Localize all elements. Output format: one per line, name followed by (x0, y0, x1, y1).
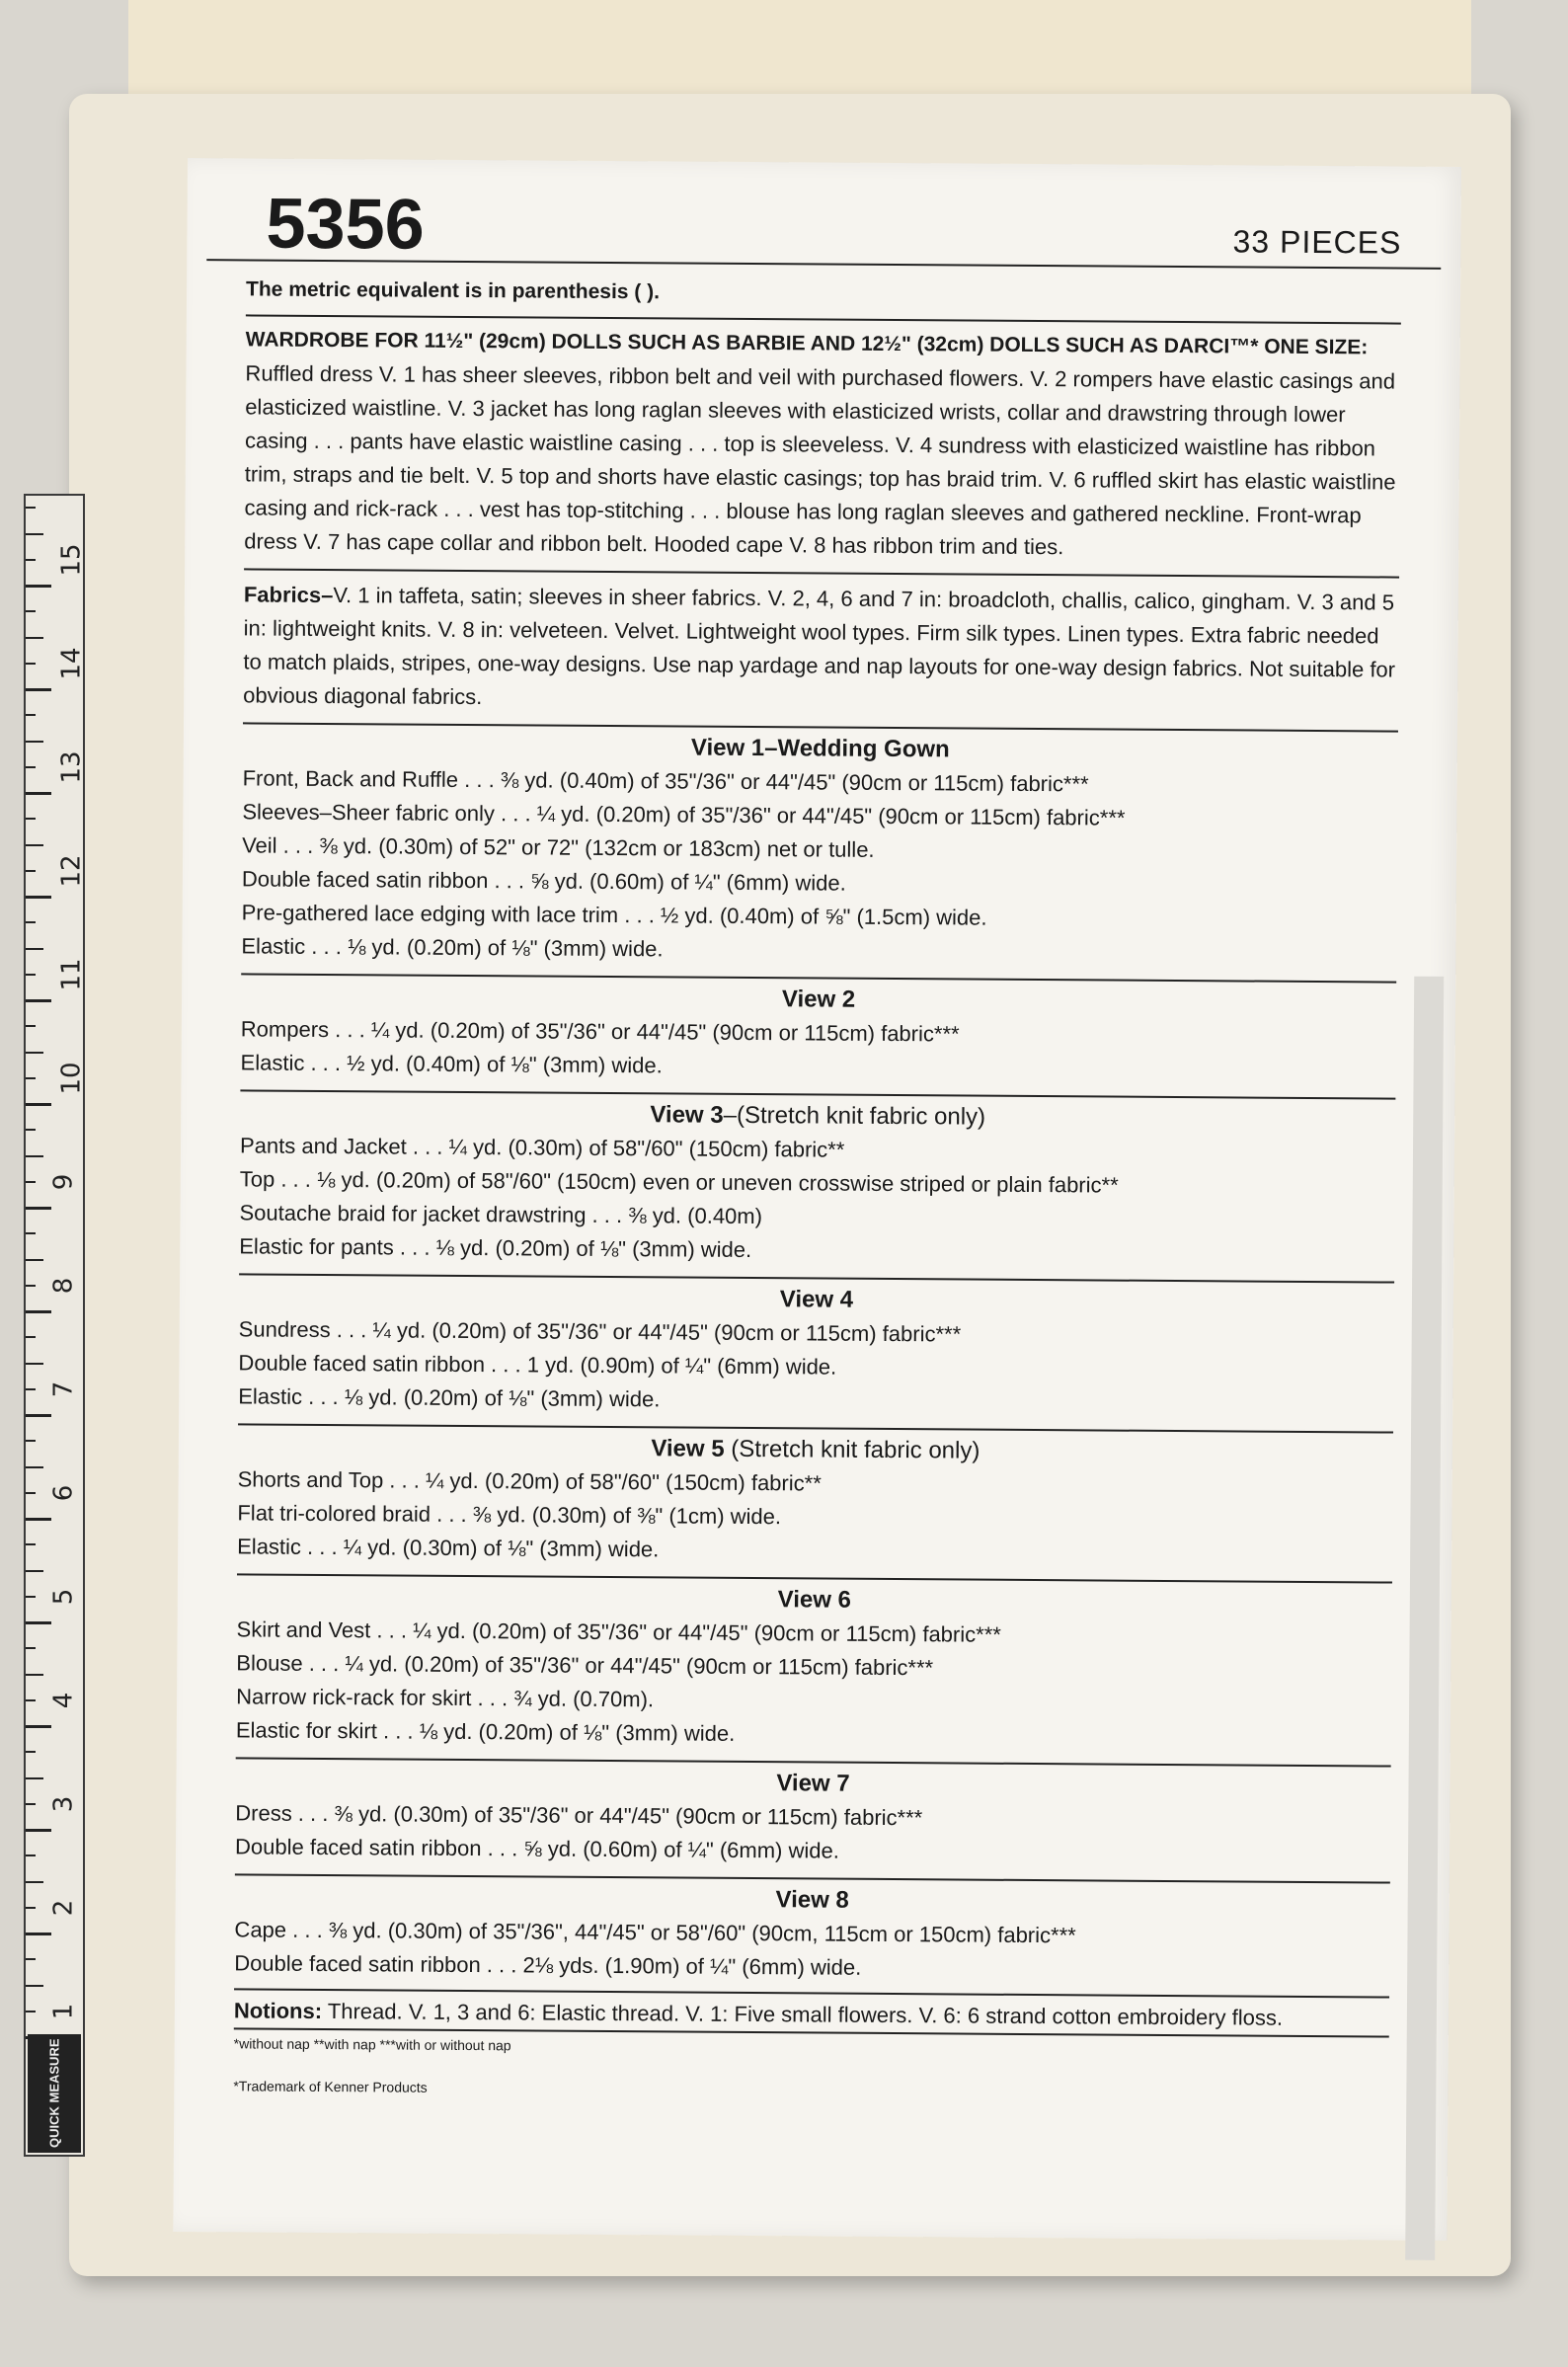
ruler-minor-tick (26, 1751, 36, 1753)
view-section (237, 1423, 1393, 1571)
ruler-minor-tick (26, 1285, 36, 1287)
ruler-minor-tick (26, 1466, 43, 1468)
ruler-number: 4 (48, 1692, 79, 1709)
ruler-minor-tick (26, 1699, 36, 1701)
view-title-text: View 8 (775, 1886, 849, 1914)
ruler-label: QUICK MEASURE (28, 2034, 81, 2153)
yardage-line: Double faced satin ribbon . . . ⅝ yd. (0.60m) of ¼" (6mm) wide. (241, 866, 846, 896)
ruler-minor-tick (26, 1958, 36, 1960)
yardage-line: Top . . . ⅛ yd. (0.20m) of 58"/60" (150cm) even or uneven crosswise striped or plain fabric** (239, 1166, 1119, 1198)
pattern-content (174, 261, 1460, 2111)
ruler-minor-tick (26, 533, 43, 535)
ruler-minor-tick (26, 1492, 36, 1494)
yardage-line: Shorts and Top . . . ¼ yd. (0.20m) of 58"/60" (150cm) fabric** (237, 1466, 822, 1496)
ruler-minor-tick (26, 1854, 36, 1856)
ruler-tick (26, 792, 51, 795)
view-title-text: View 6 (777, 1586, 852, 1614)
measuring-ruler (24, 494, 85, 2157)
ruler-minor-tick (26, 637, 43, 639)
ruler-minor-tick (26, 1129, 36, 1131)
ruler-tick (26, 896, 51, 899)
ruler-minor-tick (26, 1881, 43, 1883)
ruler-tick (26, 585, 51, 588)
ruler-minor-tick (26, 663, 36, 665)
ruler-minor-tick (26, 714, 36, 716)
ruler-minor-tick (26, 1570, 43, 1572)
ruler-minor-tick (26, 559, 36, 561)
ruler-minor-tick (26, 844, 43, 846)
pattern-back-sheet (173, 158, 1461, 2241)
notions-label: Notions: (233, 1998, 323, 2023)
yardage-line: Skirt and Vest . . . ¼ yd. (0.20m) of 35"/36" or 44"/45" (90cm or 115cm) fabric*** (236, 1617, 1001, 1647)
ruler-tick (26, 999, 51, 1002)
ruler-minor-tick (26, 974, 36, 976)
ruler-tick (26, 1310, 51, 1313)
ruler-minor-tick (26, 1363, 43, 1365)
nap-footnote: *without nap **with nap ***with or without nap (234, 2027, 1389, 2061)
ruler-tick (26, 1207, 51, 1210)
view-subtitle: (Stretch knit fabric only) (724, 1435, 980, 1464)
ruler-minor-tick (26, 1259, 43, 1261)
ruler-minor-tick (26, 870, 36, 872)
pattern-number: 5356 (266, 184, 425, 265)
ruler-tick (26, 2036, 51, 2039)
ruler-minor-tick (26, 1674, 43, 1676)
ruler-tick (26, 1829, 51, 1832)
ruler-minor-tick (26, 1181, 36, 1183)
metric-note: The metric equivalent is in parenthesis ( ). (245, 277, 661, 304)
yardage-line: Cape . . . ⅜ yd. (0.30m) of 35"/36", 44"/45" or 58"/60" (90cm, 115cm or 150cm) fabric*** (234, 1917, 1076, 1948)
ruler-minor-tick (26, 1336, 36, 1338)
fabrics-section (243, 568, 1399, 720)
yardage-line: Pants and Jacket . . . ¼ yd. (0.30m) of 58"/60" (150cm) fabric** (239, 1133, 845, 1162)
ruler-minor-tick (26, 1985, 43, 1987)
ruler-number: 2 (48, 1899, 79, 1917)
ruler-minor-tick (26, 1543, 36, 1545)
view-title-text: View 3 (650, 1101, 724, 1129)
ruler-number: 5 (48, 1588, 79, 1606)
yardage-line: Pre-gathered lace edging with lace trim . . . ½ yd. (0.40m) of ⅝" (1.5cm) wide. (241, 900, 987, 930)
yardage-line: Sundress . . . ¼ yd. (0.20m) of 35"/36" or 44"/45" (90cm or 115cm) fabric*** (238, 1316, 962, 1347)
ruler-minor-tick (26, 610, 36, 612)
view-title-text: View 7 (776, 1770, 850, 1797)
ruler-tick (26, 1103, 51, 1106)
yardage-line: Double faced satin ribbon . . . ⅝ yd. (0.60m) of ¼" (6mm) wide. (234, 1834, 839, 1863)
ruler-minor-tick (26, 1596, 36, 1598)
ruler-minor-tick (26, 766, 36, 768)
notions-text: Thread. V. 1, 3 and 6: Elastic thread. V. 1: Five small flowers. V. 6: 6 strand cotton embroidery floss. (322, 1998, 1284, 2030)
yardage-line: Front, Back and Ruffle . . . ⅜ yd. (0.40m) of 35"/36" or 44"/45" (90cm or 115cm) fabric*** (242, 765, 1089, 797)
yardage-line: Veil . . . ⅜ yd. (0.30m) of 52" or 72" (132cm or 183cm) net or tulle. (242, 832, 875, 862)
piece-count: 33 PIECES (1232, 223, 1402, 261)
view-section (236, 1573, 1392, 1755)
ruler-tick (26, 1725, 51, 1728)
view-section (238, 1273, 1394, 1421)
ruler-tick (26, 1933, 51, 1935)
ruler-tick (26, 1414, 51, 1417)
views-list (234, 722, 1398, 1988)
ruler-minor-tick (26, 1647, 36, 1649)
ruler-minor-tick (26, 1077, 36, 1079)
yardage-line: Elastic for pants . . . ⅛ yd. (0.20m) of ⅛" (3mm) wide. (239, 1233, 752, 1263)
yardage-line: Double faced satin ribbon . . . 2⅛ yds. (1.90m) of ¼" (6mm) wide. (234, 1950, 862, 1980)
ruler-minor-tick (26, 1907, 36, 1909)
yardage-line: Sleeves–Sheer fabric only . . . ¼ yd. (0.20m) of 35"/36" or 44"/45" (90cm or 115cm) fabric*** (242, 799, 1126, 830)
ruler-number: 10 (56, 1062, 87, 1095)
yardage-line: Elastic . . . ⅛ yd. (0.20m) of ⅛" (3mm) wide. (241, 933, 664, 962)
fabrics-label: Fabrics– (243, 582, 334, 608)
yardage-line: Elastic . . . ¼ yd. (0.30m) of ⅛" (3mm) wide. (237, 1534, 660, 1562)
ruler-number: 15 (56, 543, 87, 577)
ruler-number: 13 (56, 750, 87, 784)
ruler-tick (26, 1621, 51, 1624)
view-section (241, 722, 1398, 971)
view-section (239, 1089, 1395, 1271)
ruler-number: 12 (56, 854, 87, 888)
ruler-minor-tick (26, 948, 43, 950)
ruler-minor-tick (26, 1052, 43, 1054)
ruler-minor-tick (26, 1803, 36, 1805)
ruler-minor-tick (26, 1025, 36, 1027)
fabrics-text: V. 1 in taffeta, satin; sleeves in sheer fabrics. V. 2, 4, 6 and 7 in: broadcloth, challis, calico, gingham. V. 3 and 5 in: lightweight knits. V. 8 in: velveteen. Velvet. Lightweight wool types. Firm silk types. Linen types. Extra fabric needed to match plaids, stripes, one-way designs. Use nap yardage and nap layouts for one-way design fabrics. Not suitable for obvious diagonal fabrics. (243, 583, 1396, 710)
ruler-minor-tick (26, 921, 36, 923)
ruler-minor-tick (26, 1440, 36, 1442)
ruler-minor-tick (26, 1777, 43, 1779)
ruler-number: 14 (56, 647, 87, 680)
yardage-line: Double faced satin ribbon . . . 1 yd. (0.90m) of ¼" (6mm) wide. (238, 1350, 837, 1380)
yardage-line: Blouse . . . ¼ yd. (0.20m) of 35"/36" or 44"/45" (90cm or 115cm) fabric*** (236, 1650, 934, 1681)
yardage-line: Flat tri-colored braid . . . ⅜ yd. (0.30m) of ⅜" (1cm) wide. (237, 1500, 782, 1530)
yardage-line: Elastic . . . ⅛ yd. (0.20m) of ⅛" (3mm) wide. (238, 1383, 661, 1412)
yardage-line: Dress . . . ⅜ yd. (0.30m) of 35"/36" or 44"/45" (90cm or 115cm) fabric*** (235, 1800, 923, 1831)
ruler-minor-tick (26, 1155, 43, 1157)
ruler-minor-tick (26, 741, 43, 743)
ruler-minor-tick (26, 2011, 36, 2012)
view-title-text: View 4 (779, 1286, 854, 1313)
ruler-tick (26, 688, 51, 691)
view-title-text: View 2 (781, 986, 856, 1013)
yardage-line: Narrow rick-rack for skirt . . . ¾ yd. (0.70m). (236, 1684, 655, 1712)
yardage-line: Elastic for skirt . . . ⅛ yd. (0.20m) of ⅛" (3mm) wide. (235, 1717, 736, 1746)
view-title-text: View 1–Wedding Gown (690, 734, 950, 763)
yardage-line: Rompers . . . ¼ yd. (0.20m) of 35"/36" or 44"/45" (90cm or 115cm) fabric*** (240, 1016, 960, 1047)
ruler-number: 7 (48, 1381, 79, 1398)
ruler-minor-tick (26, 1232, 36, 1234)
notions-section (234, 1988, 1389, 2035)
view-subtitle: –(Stretch knit fabric only) (723, 1101, 986, 1131)
ruler-tick (26, 1518, 51, 1521)
ruler-minor-tick (26, 507, 36, 509)
view-section (234, 1873, 1390, 1988)
ruler-minor-tick (26, 818, 36, 820)
ruler-number: 6 (48, 1484, 79, 1502)
ruler-number: 11 (56, 958, 87, 991)
ruler-number: 8 (48, 1277, 79, 1295)
description-section (244, 314, 1401, 566)
yardage-line: Soutache braid for jacket drawstring . . . ⅜ yd. (0.40m) (239, 1200, 763, 1229)
description-text: Ruffled dress V. 1 has sheer sleeves, ribbon belt and veil with purchased flowers. V. 2 rompers have elastic casings and elasticized waistline. V. 3 jacket has long raglan sleeves with elasticized wrists, collar and drawstring through lower casing . . . pants have elastic waistline casing . . . top is sleeveless. V. 4 sundress with elasticized waistline has ribbon trim, straps and tie belt. V. 5 top and shorts have elastic casings; top has braid trim. V. 6 ruffled skirt has elastic waistline casing and rick-rack . . . vest has top-stitching . . . blouse has long raglan sleeves and gathered neckline. Front-wrap dress V. 7 has cape collar and ribbon belt. Hooded cape V. 8 has ribbon trim and ties. (244, 360, 1396, 560)
ruler-number: 1 (48, 2003, 79, 2020)
ruler-minor-tick (26, 1388, 36, 1390)
header (206, 158, 1442, 270)
yardage-line: Elastic . . . ½ yd. (0.40m) of ⅛" (3mm) wide. (240, 1050, 663, 1078)
trademark-note: *Trademark of Kenner Products (233, 2078, 428, 2095)
ruler-number: 9 (48, 1173, 79, 1191)
wardrobe-heading: WARDROBE FOR 11½" (29cm) DOLLS SUCH AS BARBIE AND 12½" (32cm) DOLLS SUCH AS DARCI™* ONE SIZE: (245, 328, 1369, 359)
ruler-number: 3 (48, 1795, 79, 1813)
view-section (240, 973, 1396, 1087)
view-title-text: View 5 (651, 1435, 725, 1462)
view-section (235, 1757, 1391, 1871)
